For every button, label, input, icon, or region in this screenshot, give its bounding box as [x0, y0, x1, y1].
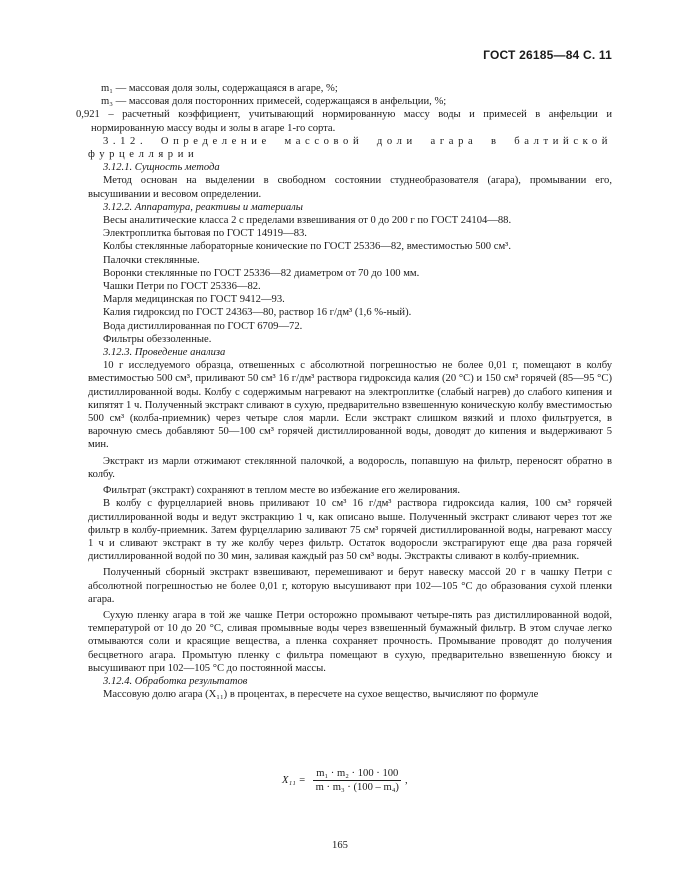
agar-mass-fraction-formula — [282, 768, 408, 793]
subsection-title: 3.12.1. Сущность метода — [103, 162, 220, 174]
equipment-item: Палочки стеклянные. — [103, 254, 200, 266]
procedure-paragraph: Полученный сборный экстракт взвешивают, перемешивают и берут навеску массой 20 г в чашку Петри с абсолютной погрешностью не более 0,01 г, которую высушивают при 102—105 °С до образования сухой пленки агара. — [88, 567, 612, 605]
subsection-title: 3.12.3. Проведение анализа — [103, 347, 226, 359]
equipment-item: Калия гидроксид по ГОСТ 24363—80, раствор 16 г/дм³ (1,6 %-ный). — [103, 307, 412, 319]
equipment-item: Марля медицинская по ГОСТ 9412—93. — [103, 294, 285, 306]
equipment-item: Весы аналитические класса 2 с пределами взвешивания от 0 до 200 г по ГОСТ 24104—88. — [103, 215, 512, 227]
subsection-heading-3-12-2 — [88, 201, 612, 214]
section-heading-3-12: 3.12. Определение массовой доли агара в балтийской фурцеллярии — [88, 135, 612, 161]
method-principle: Метод основан на выделении в свободном состоянии студнеобразователя (агара), промывании его, высушивании и весовом определении. — [88, 175, 612, 200]
subsection-title: 3.12.4. Обработка результатов — [103, 675, 248, 687]
equipment-item: Воронки стеклянные по ГОСТ 25336—82 диаметром от 70 до 100 мм. — [103, 267, 420, 279]
subsection-heading-3-12-1 — [88, 161, 612, 174]
definition-coefficient: 0,921 – расчетный коэффициент, учитывающий нормированную массу воды и примесей в анфельции и нормированную массу воды и золы в агаре 1-го сорта. — [76, 109, 612, 134]
formula-denominator: m · m₃ · (100 – m₄) — [315, 782, 399, 793]
equipment-item: Колбы стеклянные лабораторные конические по ГОСТ 25336—82, вместимостью 500 см³. — [103, 241, 511, 253]
document-body — [76, 82, 612, 701]
procedure-paragraph: Экстракт из марли отжимают стеклянной палочкой, а водоросль, попавшую на фильтр, переносят обратно в колбу. — [88, 455, 612, 480]
subsection-heading-3-12-3 — [88, 346, 612, 359]
subsection-title: 3.12.2. Аппаратура, реактивы и материалы — [103, 201, 303, 213]
equipment-item: Фильтры обеззоленные. — [103, 333, 212, 345]
procedure-paragraph: Фильтрат (экстракт) сохраняют в теплом месте во избежание его желирования. — [103, 485, 461, 497]
formula-tail: , — [404, 775, 408, 786]
formula-lhs: X₁₁ = — [282, 775, 306, 786]
formula-numerator: m₁ · m₂ · 100 · 100 — [313, 768, 401, 781]
equipment-item: Чашки Петри по ГОСТ 25336—82. — [103, 281, 261, 293]
page-number: 165 — [332, 840, 348, 851]
equipment-item: Вода дистиллированная по ГОСТ 6709—72. — [103, 320, 303, 332]
subsection-heading-3-12-4 — [88, 675, 612, 688]
procedure-paragraph: В колбу с фурцелларией вновь приливают 10 см³ 16 г/дм³ раствора гидроксида калия, 100 см³ горячей дистиллированной воды и ведут экстракцию 1 ч, как описано выше. Полученный экстракт сливают через тот же фильтр в колбу-приемник. Затем фурцелларию заливают 75 см³ горячей дистиллированной воды, нагревают массу 1 ч и сливают экстракт в ту же колбу через фильтр. Остаток водоросли экстрагируют еще два раза горячей дистиллированной водой по 30 мин, заливая каждый раз 50 см³ воды. Экстракты сливают в колбу-приемник. — [88, 498, 612, 563]
procedure-paragraph: Сухую пленку агара в той же чашке Петри осторожно промывают четыре-пять раз дистиллированной водой, температурой от 10 до 20 °С, сливая промывные воды через взвешенный бумажный фильтр. В этом случае легко отмываются соли и красящие вещества, а пленка сохраняет прочность. Промывание проводят до получения бесцветного агара. Промытую пленку с фильтра помещают в сухую, предварительно взвешенную бюксу и высушивают при 102—105 °С до постоянной массы. — [88, 609, 612, 674]
definition-m1: m₁ — массовая доля золы, содержащаяся в агаре, %; — [101, 83, 338, 94]
formula-fraction — [313, 768, 402, 793]
procedure-paragraph: 10 г исследуемого образца, отвешенных с абсолютной погрешностью не более 0,01 г, помещают в колбу вместимостью 500 см³, приливают 50 см³ 16 г/дм³ раствора гидроксида калия (20 °С) и 150 см³ горячей (85—95 °С) дистиллированной воды. Колбу с содержимым нагревают на электроплитке (слабый нагрев) до слабого кипения и кипятят 1 ч. Полученный экстракт сливают в сухую, предварительно взвешенную коническую колбу вместимостью 500 см³ (колба-приемник) через четыре слоя марли. Если экстракт слишком вязкий и плохо фильтруется, в варочную смесь добавляют 50—100 см³ горячей дистиллированной воды, доводят до кипения и выдерживают 5 мин. — [88, 360, 612, 451]
formula-intro: Массовую долю агара (X₁₁) в процентах, в пересчете на сухое вещество, вычисляют по формуле — [103, 689, 539, 701]
page-header: ГОСТ 26185—84 С. 11 — [483, 48, 612, 62]
equipment-item: Электроплитка бытовая по ГОСТ 14919—83. — [103, 228, 307, 240]
definition-m3: m₃ — массовая доля посторонних примесей, содержащаяся в анфельции, %; — [101, 96, 447, 108]
